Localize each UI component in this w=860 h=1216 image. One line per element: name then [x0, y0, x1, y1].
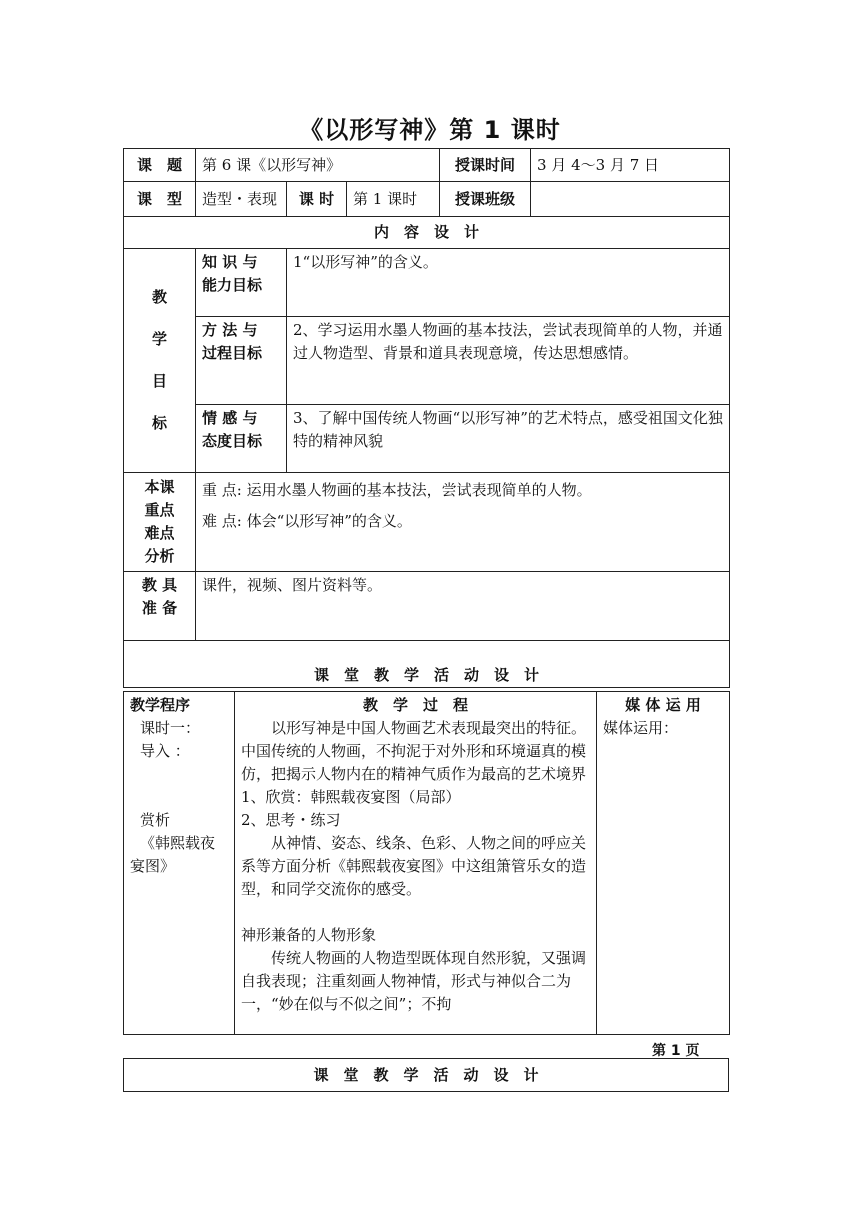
process-subtitle: 神形兼备的人物形象: [241, 926, 377, 944]
lesson-value: 第 6 课《以形写神》: [196, 149, 440, 182]
lesson-plan-table: [123, 148, 730, 688]
emotion-objective-text: 3、了解中国传统人物画“以形写神”的艺术特点，感受祖国文化独特的精神风貌: [287, 405, 730, 473]
next-page-table: [123, 1058, 729, 1092]
procedure-line: 赏析: [140, 811, 171, 829]
type-value: 造型・表现: [196, 182, 287, 217]
procedure-table: [123, 691, 730, 1035]
next-page-heading: 课 堂 教 学 活 动 设 计: [124, 1059, 729, 1092]
procedure-line: 宴图》: [130, 857, 176, 875]
tools-text: 课件，视频、图片资料等。: [196, 572, 730, 641]
content-design-heading: 内 容 设 计: [124, 217, 730, 249]
procedure-line: 课时一：: [140, 719, 201, 737]
process-paragraph-3: 传统人物画的人物造型既体现自然形貌，又强调自我表现；注重刻画人物神情，形式与神似合二为一，“妙在似与不似之间”；不拘: [241, 949, 587, 1013]
process-paragraph-1: 以形写神是中国人物画艺术表现最突出的特征。中国传统的人物画，不拘泥于对外形和环境逼真的模仿，把揭示人物内在的精神气质作为最高的艺术境界: [241, 719, 587, 783]
process-item-1: 1、欣赏：韩熙载夜宴图（局部）: [241, 788, 461, 806]
process-header: 教 学 过 程: [362, 696, 468, 714]
objectives-label: 教 学 目 标: [124, 249, 196, 473]
document-title: 《以形写神》第 1 课时: [299, 116, 561, 144]
time-value: 3 月 4～3 月 7 日: [531, 149, 730, 182]
method-objective-label: 方 法 与 过程目标: [196, 317, 287, 405]
key-points-label: 本课 重点 难点 分析: [124, 473, 196, 572]
key-point-focus: 重 点: 运用水墨人物画的基本技法，尝试表现简单的人物。: [202, 481, 592, 499]
tools-label: 教 具 准 备: [124, 572, 196, 641]
period-label: 课 时: [287, 182, 347, 217]
process-paragraph-2: 从神情、姿态、线条、色彩、人物之间的呼应关系等方面分析《韩熙载夜宴图》中这组箫管乐女的造型，和同学交流你的感受。: [241, 834, 587, 898]
media-header: 媒 体 运 用: [625, 696, 701, 714]
media-line: 媒体运用：: [603, 719, 679, 737]
class-label: 授课班级: [440, 182, 531, 217]
procedure-line: 导入 ：: [140, 742, 190, 760]
knowledge-objective-label: 知 识 与 能力目标: [196, 249, 287, 317]
type-label: 课 型: [124, 182, 196, 217]
procedure-line: 《韩熙载夜: [140, 834, 216, 852]
lesson-label: 课 题: [124, 149, 196, 182]
class-value: [531, 182, 730, 217]
emotion-objective-label: 情 感 与 态度目标: [196, 405, 287, 473]
method-objective-text: 2、学习运用水墨人物画的基本技法，尝试表现简单的人物，并通过人物造型、背景和道具表现意境，传达思想感情。: [287, 317, 730, 405]
activity-design-heading: 课 堂 教 学 活 动 设 计: [124, 641, 730, 688]
key-point-difficulty: 难 点: 体会“以形写神”的含义。: [202, 512, 412, 530]
process-item-2: 2、思考・练习: [241, 811, 341, 829]
period-value: 第 1 课时: [347, 182, 440, 217]
procedure-header: 教学程序: [130, 696, 191, 714]
time-label: 授课时间: [440, 149, 531, 182]
knowledge-objective-text: 1“以形写神”的含义。: [287, 249, 730, 317]
page-number: 第 1 页: [652, 1043, 700, 1059]
